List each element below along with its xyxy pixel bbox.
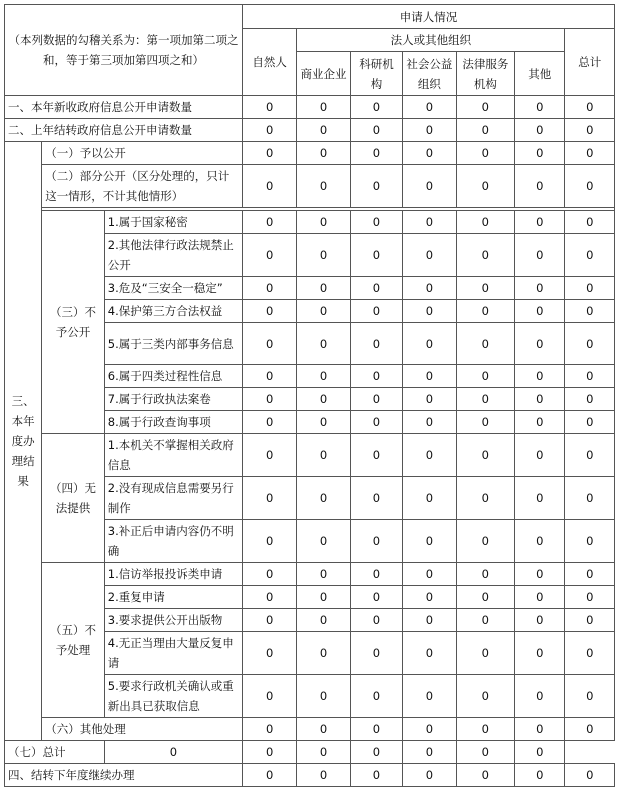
table-row (5, 211, 615, 234)
cell-value: 0 (456, 142, 514, 165)
cell-value: 0 (403, 96, 456, 119)
row-label: 3.补正后申请内容仍不明确 (104, 520, 242, 563)
header-note: （本列数据的勾稽关系为：第一项加第二项之和，等于第三项加第四项之和） (5, 5, 243, 96)
cell-value: 0 (403, 718, 456, 741)
cell-value: 0 (565, 675, 615, 718)
table-row (5, 434, 615, 477)
cell-value: 0 (403, 411, 456, 434)
row-label: 8.属于行政查询事项 (104, 411, 242, 434)
cell-value: 0 (403, 563, 456, 586)
cell-value: 0 (297, 675, 350, 718)
cell-value: 0 (456, 277, 514, 300)
table-row (5, 142, 615, 165)
cell-value: 0 (242, 365, 296, 388)
row-label: 2.重复申请 (104, 586, 242, 609)
cell-value: 0 (297, 764, 350, 787)
row-label: 5.要求行政机关确认或重新出具已获取信息 (104, 675, 242, 718)
cell-value: 0 (242, 165, 296, 208)
cell-value: 0 (350, 434, 402, 477)
row-label: 5.属于三类内部事务信息 (104, 323, 242, 365)
cell-value: 0 (456, 609, 514, 632)
cell-value: 0 (242, 764, 296, 787)
cell-value: 0 (242, 563, 296, 586)
cell-value: 0 (242, 234, 296, 277)
cell-value: 0 (565, 96, 615, 119)
cell-value: 0 (456, 388, 514, 411)
table-row (5, 119, 615, 142)
row-label: 二、上年结转政府信息公开申请数量 (5, 119, 243, 142)
s3-label: （三）不予公开 (42, 211, 105, 434)
cell-value: 0 (456, 434, 514, 477)
cell-value: 0 (242, 323, 296, 365)
cell-value: 0 (350, 764, 402, 787)
cell-value: 0 (297, 119, 350, 142)
cell-value: 0 (565, 718, 615, 741)
cell-value: 0 (515, 365, 565, 388)
header-total: 总计 (565, 29, 615, 96)
cell-value: 0 (456, 119, 514, 142)
cell-value: 0 (456, 586, 514, 609)
cell-value: 0 (403, 119, 456, 142)
cell-value: 0 (565, 119, 615, 142)
cell-value: 0 (350, 675, 402, 718)
table-row (5, 563, 615, 586)
cell-value: 0 (456, 165, 514, 208)
cell-value: 0 (456, 477, 514, 520)
row-label: 1.本机关不掌握相关政府信息 (104, 434, 242, 477)
cell-value: 0 (456, 323, 514, 365)
cell-value: 0 (515, 586, 565, 609)
cell-value: 0 (403, 300, 456, 323)
row-label: 1.信访举报投诉类申请 (104, 563, 242, 586)
row-label: （一）予以公开 (42, 142, 243, 165)
cell-value: 0 (242, 142, 296, 165)
cell-value: 0 (565, 477, 615, 520)
header-other: 其他 (515, 52, 565, 96)
cell-value: 0 (403, 211, 456, 234)
cell-value: 0 (456, 718, 514, 741)
row-label: 1.属于国家秘密 (104, 211, 242, 234)
cell-value: 0 (297, 211, 350, 234)
header-research: 科研机构 (350, 52, 402, 96)
cell-value: 0 (297, 609, 350, 632)
row-label: 3.危及“三安全一稳定” (104, 277, 242, 300)
cell-value: 0 (515, 411, 565, 434)
cell-value: 0 (242, 477, 296, 520)
cell-value: 0 (403, 277, 456, 300)
cell-value: 0 (350, 277, 402, 300)
header-applicant: 申请人情况 (242, 5, 614, 29)
cell-value: 0 (403, 764, 456, 787)
cell-value: 0 (565, 277, 615, 300)
cell-value: 0 (565, 211, 615, 234)
cell-value: 0 (297, 323, 350, 365)
cell-value: 0 (350, 365, 402, 388)
cell-value: 0 (297, 277, 350, 300)
header-legal-service: 法律服务机构 (456, 52, 514, 96)
cell-value: 0 (515, 718, 565, 741)
cell-value: 0 (297, 741, 350, 764)
cell-value: 0 (515, 434, 565, 477)
cell-value: 0 (350, 586, 402, 609)
row-label: （二）部分公开（区分处理的，只计这一情形，不计其他情形） (42, 165, 243, 208)
cell-value: 0 (242, 675, 296, 718)
cell-value: 0 (350, 411, 402, 434)
cell-value: 0 (297, 165, 350, 208)
statistics-table (4, 4, 615, 787)
cell-value: 0 (565, 411, 615, 434)
cell-value: 0 (515, 764, 565, 787)
cell-value: 0 (242, 741, 296, 764)
cell-value: 0 (403, 388, 456, 411)
cell-value: 0 (456, 563, 514, 586)
cell-value: 0 (403, 165, 456, 208)
cell-value: 0 (565, 632, 615, 675)
cell-value: 0 (297, 520, 350, 563)
cell-value: 0 (515, 142, 565, 165)
s5-label: （五）不予处理 (42, 563, 105, 718)
cell-value: 0 (515, 632, 565, 675)
cell-value: 0 (515, 323, 565, 365)
cell-value: 0 (515, 520, 565, 563)
cell-value: 0 (515, 277, 565, 300)
cell-value: 0 (565, 563, 615, 586)
cell-value: 0 (456, 520, 514, 563)
cell-value: 0 (565, 365, 615, 388)
cell-value: 0 (297, 96, 350, 119)
cell-value: 0 (515, 165, 565, 208)
cell-value: 0 (242, 718, 296, 741)
cell-value: 0 (350, 96, 402, 119)
cell-value: 0 (297, 234, 350, 277)
row-label: 四、结转下年度继续办理 (5, 764, 243, 787)
cell-value: 0 (515, 211, 565, 234)
cell-value: 0 (403, 741, 456, 764)
table-row (5, 764, 615, 787)
cell-value: 0 (242, 411, 296, 434)
row-label: 一、本年新收政府信息公开申请数量 (5, 96, 243, 119)
cell-value: 0 (350, 718, 402, 741)
cell-value: 0 (403, 632, 456, 675)
cell-value: 0 (350, 165, 402, 208)
s4-label: （四）无法提供 (42, 434, 105, 563)
cell-value: 0 (350, 142, 402, 165)
cell-value: 0 (403, 234, 456, 277)
cell-value: 0 (403, 675, 456, 718)
row-label: 2.没有现成信息需要另行制作 (104, 477, 242, 520)
cell-value: 0 (515, 477, 565, 520)
table-row (5, 165, 615, 208)
header-natural-person: 自然人 (242, 29, 296, 96)
cell-value: 0 (242, 119, 296, 142)
section3-label: 三、本年度办理结果 (5, 142, 42, 741)
cell-value: 0 (403, 520, 456, 563)
cell-value: 0 (350, 323, 402, 365)
cell-value: 0 (297, 365, 350, 388)
row-label: 4.保护第三方合法权益 (104, 300, 242, 323)
cell-value: 0 (242, 586, 296, 609)
cell-value: 0 (515, 300, 565, 323)
cell-value: 0 (515, 234, 565, 277)
cell-value: 0 (297, 718, 350, 741)
header-social: 社会公益组织 (403, 52, 456, 96)
header-legal-group: 法人或其他组织 (297, 29, 565, 52)
row-label: （七）总计 (5, 741, 105, 764)
header-commercial: 商业企业 (297, 52, 350, 96)
cell-value: 0 (242, 277, 296, 300)
cell-value: 0 (565, 520, 615, 563)
cell-value: 0 (515, 96, 565, 119)
row-label: 3.要求提供公开出版物 (104, 609, 242, 632)
cell-value: 0 (403, 609, 456, 632)
cell-value: 0 (565, 586, 615, 609)
cell-value: 0 (456, 675, 514, 718)
cell-value: 0 (565, 165, 615, 208)
cell-value: 0 (565, 764, 615, 787)
cell-value: 0 (565, 300, 615, 323)
cell-value: 0 (297, 300, 350, 323)
cell-value: 0 (350, 563, 402, 586)
cell-value: 0 (350, 388, 402, 411)
cell-value: 0 (456, 234, 514, 277)
cell-value: 0 (403, 586, 456, 609)
cell-value: 0 (350, 211, 402, 234)
cell-value: 0 (297, 388, 350, 411)
cell-value: 0 (350, 520, 402, 563)
cell-value: 0 (242, 520, 296, 563)
row-label: （六）其他处理 (42, 718, 243, 741)
cell-value: 0 (297, 563, 350, 586)
table-row (5, 96, 615, 119)
cell-value: 0 (515, 741, 565, 764)
cell-value: 0 (456, 411, 514, 434)
cell-value: 0 (515, 609, 565, 632)
table-row (5, 718, 615, 741)
cell-value: 0 (565, 323, 615, 365)
cell-value: 0 (242, 300, 296, 323)
row-label: 4.无正当理由大量反复申请 (104, 632, 242, 675)
cell-value: 0 (456, 741, 514, 764)
cell-value: 0 (565, 609, 615, 632)
cell-value: 0 (456, 300, 514, 323)
cell-value: 0 (297, 632, 350, 675)
cell-value: 0 (403, 365, 456, 388)
cell-value: 0 (565, 234, 615, 277)
cell-value: 0 (242, 388, 296, 411)
cell-value: 0 (350, 477, 402, 520)
cell-value: 0 (456, 211, 514, 234)
row-label: 7.属于行政执法案卷 (104, 388, 242, 411)
cell-value: 0 (297, 411, 350, 434)
cell-value: 0 (350, 609, 402, 632)
cell-value: 0 (350, 632, 402, 675)
cell-value: 0 (242, 632, 296, 675)
cell-value: 0 (242, 434, 296, 477)
cell-value: 0 (403, 323, 456, 365)
cell-value: 0 (350, 234, 402, 277)
cell-value: 0 (456, 632, 514, 675)
cell-value: 0 (403, 477, 456, 520)
cell-value: 0 (515, 119, 565, 142)
cell-value: 0 (242, 96, 296, 119)
cell-value: 0 (297, 586, 350, 609)
cell-value: 0 (297, 434, 350, 477)
cell-value: 0 (350, 119, 402, 142)
cell-value: 0 (403, 434, 456, 477)
cell-value: 0 (515, 675, 565, 718)
cell-value: 0 (456, 96, 514, 119)
cell-value: 0 (456, 365, 514, 388)
cell-value: 0 (403, 142, 456, 165)
cell-value: 0 (242, 609, 296, 632)
row-label: 2.其他法律行政法规禁止公开 (104, 234, 242, 277)
cell-value: 0 (565, 388, 615, 411)
cell-value: 0 (350, 300, 402, 323)
cell-value: 0 (515, 563, 565, 586)
cell-value: 0 (242, 211, 296, 234)
row-label: 6.属于四类过程性信息 (104, 365, 242, 388)
cell-value: 0 (297, 142, 350, 165)
table-row (5, 741, 615, 764)
cell-value: 0 (350, 741, 402, 764)
cell-value: 0 (565, 142, 615, 165)
cell-value: 0 (565, 434, 615, 477)
cell-value: 0 (104, 741, 242, 764)
cell-value: 0 (456, 764, 514, 787)
cell-value: 0 (297, 477, 350, 520)
cell-value: 0 (515, 388, 565, 411)
